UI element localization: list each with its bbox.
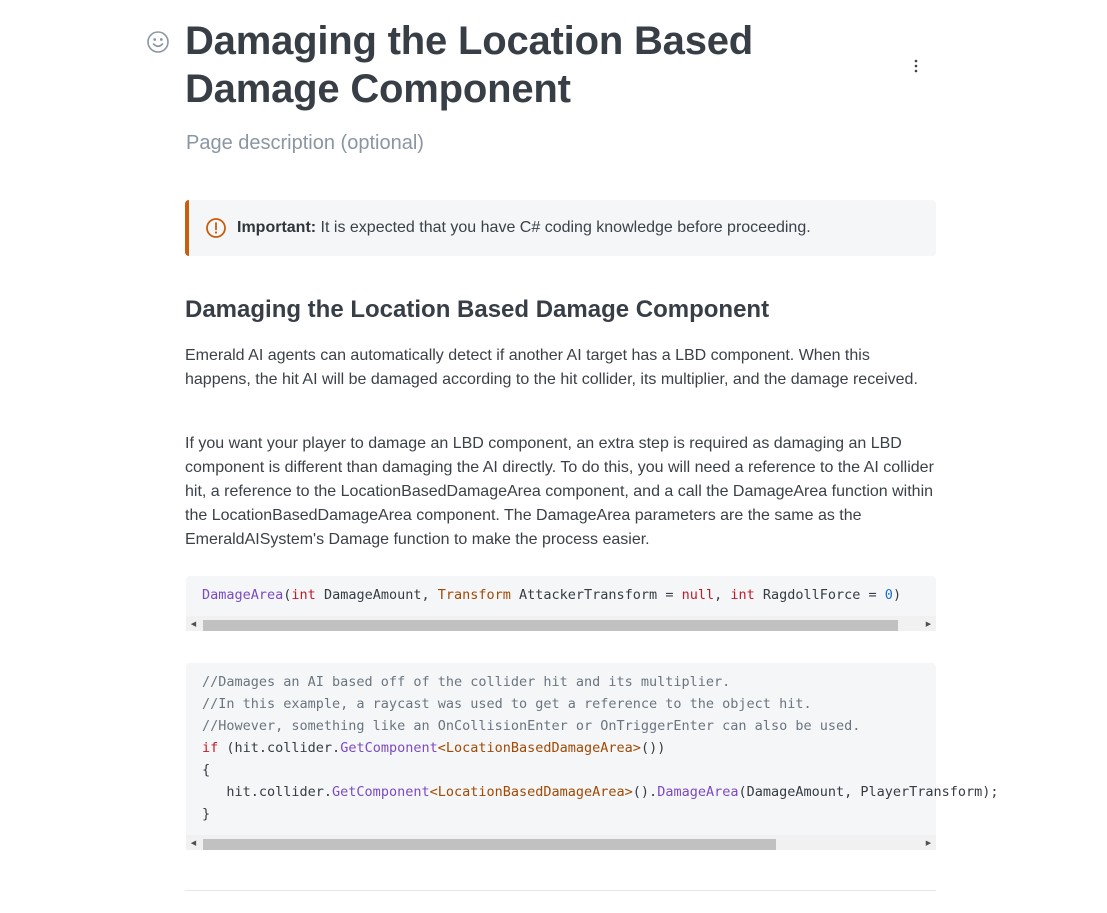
- code-token: ()): [640, 740, 666, 756]
- code-token: GetComponent: [340, 740, 438, 756]
- code-token: //In this example, a raycast was used to get a reference to the object hit.: [202, 696, 812, 712]
- scrollbar-thumb[interactable]: [203, 620, 898, 631]
- code-token: DamageArea: [202, 587, 284, 603]
- code-token: <LocationBasedDamageArea>: [429, 784, 633, 800]
- code-block-example[interactable]: [186, 663, 999, 850]
- code-token: (: [283, 587, 292, 603]
- code-content: [202, 584, 901, 606]
- scroll-left-icon[interactable]: ◀: [190, 839, 197, 847]
- code-content: [202, 671, 999, 825]
- code-token: <LocationBasedDamageArea>: [437, 740, 641, 756]
- scrollbar-thumb[interactable]: [203, 839, 776, 850]
- code-token: RagdollForce =: [754, 587, 885, 603]
- page-description-input[interactable]: Page description (optional): [186, 132, 424, 154]
- callout-text: [237, 219, 811, 237]
- code-token: GetComponent: [332, 784, 430, 800]
- code-token: DamageAmount,: [315, 587, 438, 603]
- divider: [185, 890, 936, 891]
- horizontal-scrollbar[interactable]: [186, 616, 936, 631]
- code-token: ,: [714, 587, 731, 603]
- paragraph-1: Emerald AI agents can automatically detect if another AI target has a LBD component. When this happens, the hit AI will be damaged according to the hit collider, its multiplier, and the damage received.: [185, 347, 918, 388]
- code-token: Transform: [437, 587, 511, 603]
- code-token: {: [202, 762, 211, 778]
- code-token: ().: [632, 784, 658, 800]
- code-token: (hit.collider.: [218, 740, 341, 756]
- code-token: int: [291, 587, 316, 603]
- code-token: hit.collider.: [202, 784, 333, 800]
- code-token: //Damages an AI based off of the collider hit and its multiplier.: [202, 674, 731, 690]
- code-token: int: [730, 587, 755, 603]
- code-token: null: [681, 587, 715, 603]
- code-token: AttackerTransform =: [510, 587, 682, 603]
- callout-label: Important:: [237, 219, 317, 236]
- page-emoji-icon[interactable]: [146, 30, 170, 54]
- code-token: }: [202, 806, 211, 822]
- callout-body: It is expected that you have C# coding knowledge before proceeding.: [316, 219, 811, 236]
- page-title[interactable]: Damaging the Location Based Damage Component: [185, 19, 754, 111]
- section-heading: Damaging the Location Based Damage Component: [185, 296, 770, 323]
- important-callout: [185, 200, 936, 256]
- code-block-signature[interactable]: [186, 576, 936, 631]
- scroll-right-icon[interactable]: ▶: [925, 620, 932, 628]
- code-token: 0: [884, 587, 893, 603]
- horizontal-scrollbar[interactable]: [186, 835, 936, 850]
- code-token: (DamageAmount, PlayerTransform);: [738, 784, 999, 800]
- scroll-left-icon[interactable]: ◀: [190, 620, 197, 628]
- warning-circle-icon: [205, 217, 227, 239]
- scroll-right-icon[interactable]: ▶: [925, 839, 932, 847]
- code-token: ): [892, 587, 902, 603]
- code-token: //However, something like an OnCollisionEnter or OnTriggerEnter can also be used.: [202, 718, 861, 734]
- code-token: if: [202, 740, 219, 756]
- more-options-icon[interactable]: [906, 56, 926, 76]
- paragraph-2: If you want your player to damage an LBD component, an extra step is required as damaging an LBD component is different than damaging the AI directly. To do this, you will need a reference to the AI collider hit, a reference to the LocationBasedDamageArea component, and a call the DamageArea function within the LocationBasedDamageArea component. The DamageArea parameters are the same as the EmeraldAISystem's Damage function to make the process easier.: [185, 435, 934, 548]
- code-token: DamageArea: [657, 784, 739, 800]
